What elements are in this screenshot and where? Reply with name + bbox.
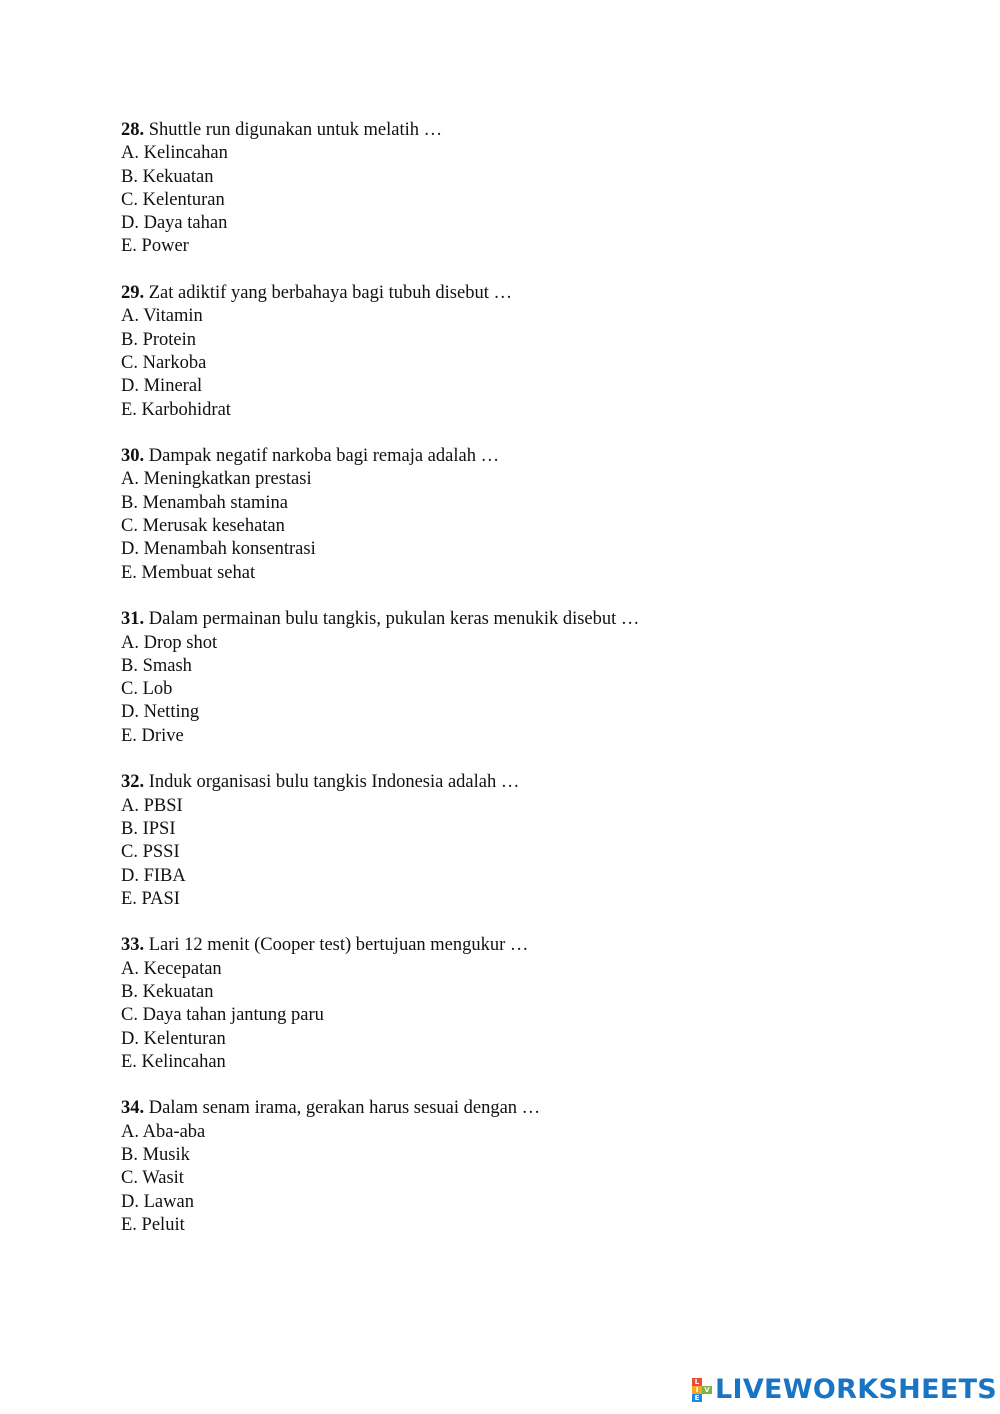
answer-option-a: A. Drop shot [121, 632, 218, 653]
answer-option-d: D. Mineral [121, 376, 203, 397]
answer-option-b: B. Kekuatan [121, 166, 214, 187]
answer-option-c: C. Daya tahan jantung paru [121, 1005, 324, 1026]
answer-option-d: D. Netting [121, 702, 200, 723]
question-text: Shuttle run digunakan untuk melatih … [144, 120, 443, 140]
answer-option-d: D. Lawan [121, 1191, 194, 1212]
answer-option-c: C. Merusak kesehatan [121, 516, 285, 537]
answer-option-a: A. Kecepatan [121, 958, 222, 979]
question-text: Lari 12 menit (Cooper test) bertujuan mengukur … [144, 935, 529, 956]
question-text: Dalam permainan bulu tangkis, pukulan keras menukik disebut … [144, 609, 640, 630]
question-number: 32. [121, 772, 145, 793]
answer-option-a: A. Kelincahan [121, 143, 228, 164]
answer-option-e: E. PASI [121, 888, 180, 909]
question-number: 33. [121, 935, 145, 956]
question-stem [121, 608, 921, 631]
answer-option-e: E. Membuat sehat [121, 562, 256, 583]
answer-option-c: C. Narkoba [121, 352, 207, 373]
answer-option-d: D. FIBA [121, 865, 186, 886]
question-number: 34. [121, 1098, 145, 1119]
question-stem [121, 282, 921, 305]
answer-option-c: C. Wasit [121, 1168, 184, 1189]
question-28 [121, 119, 921, 259]
question-29 [121, 282, 921, 422]
answer-option-a: A. Vitamin [121, 306, 203, 327]
answer-option-a: A. PBSI [121, 795, 183, 816]
logo-text: LIVEWORKSHEETS [715, 1374, 998, 1405]
answer-option-a: A. Aba-aba [121, 1121, 206, 1142]
worksheet [121, 119, 921, 1261]
answer-option-e: E. Power [121, 236, 189, 257]
question-34 [121, 1097, 921, 1237]
logo-mark-letter: I [692, 1386, 702, 1394]
answer-option-a: A. Meningkatkan prestasi [121, 469, 312, 490]
question-text: Dalam senam irama, gerakan harus sesuai dengan … [144, 1098, 541, 1119]
answer-option-e: E. Kelincahan [121, 1051, 226, 1072]
question-stem [121, 445, 921, 468]
answer-option-b: B. Protein [121, 329, 197, 350]
answer-option-b: B. Musik [121, 1145, 190, 1166]
question-number: 30. [121, 446, 145, 467]
logo-mark-letter: V [702, 1386, 712, 1394]
answer-option-e: E. Karbohidrat [121, 399, 231, 420]
question-32 [121, 771, 921, 911]
question-30 [121, 445, 921, 585]
answer-option-c: C. Lob [121, 679, 173, 700]
answer-option-c: C. Kelenturan [121, 189, 225, 210]
question-31 [121, 608, 921, 748]
question-text: Zat adiktif yang berbahaya bagi tubuh disebut … [144, 283, 512, 304]
question-stem [121, 934, 921, 957]
answer-option-b: B. IPSI [121, 818, 176, 839]
question-text: Dampak negatif narkoba bagi remaja adalah … [144, 446, 500, 467]
answer-option-e: E. Peluit [121, 1214, 185, 1235]
answer-option-d: D. Menambah konsentrasi [121, 539, 316, 560]
answer-option-c: C. PSSI [121, 842, 180, 863]
question-stem [121, 1097, 921, 1120]
liveworksheets-logo [692, 1374, 997, 1406]
answer-option-e: E. Drive [121, 725, 184, 746]
logo-mark-letter: E [692, 1394, 702, 1402]
answer-option-b: B. Kekuatan [121, 981, 214, 1002]
logo-mark-letter: L [692, 1378, 702, 1386]
answer-option-d: D. Daya tahan [121, 213, 228, 234]
answer-option-b: B. Menambah stamina [121, 492, 288, 513]
answer-option-d: D. Kelenturan [121, 1028, 226, 1049]
question-text: Induk organisasi bulu tangkis Indonesia adalah … [144, 772, 520, 793]
question-stem [121, 119, 921, 142]
question-number: 28. [121, 120, 145, 140]
question-number: 29. [121, 283, 145, 304]
question-33 [121, 934, 921, 1074]
question-number: 31. [121, 609, 145, 630]
answer-option-b: B. Smash [121, 655, 192, 676]
question-stem [121, 771, 921, 794]
liveworksheets-mark-icon [692, 1378, 712, 1402]
